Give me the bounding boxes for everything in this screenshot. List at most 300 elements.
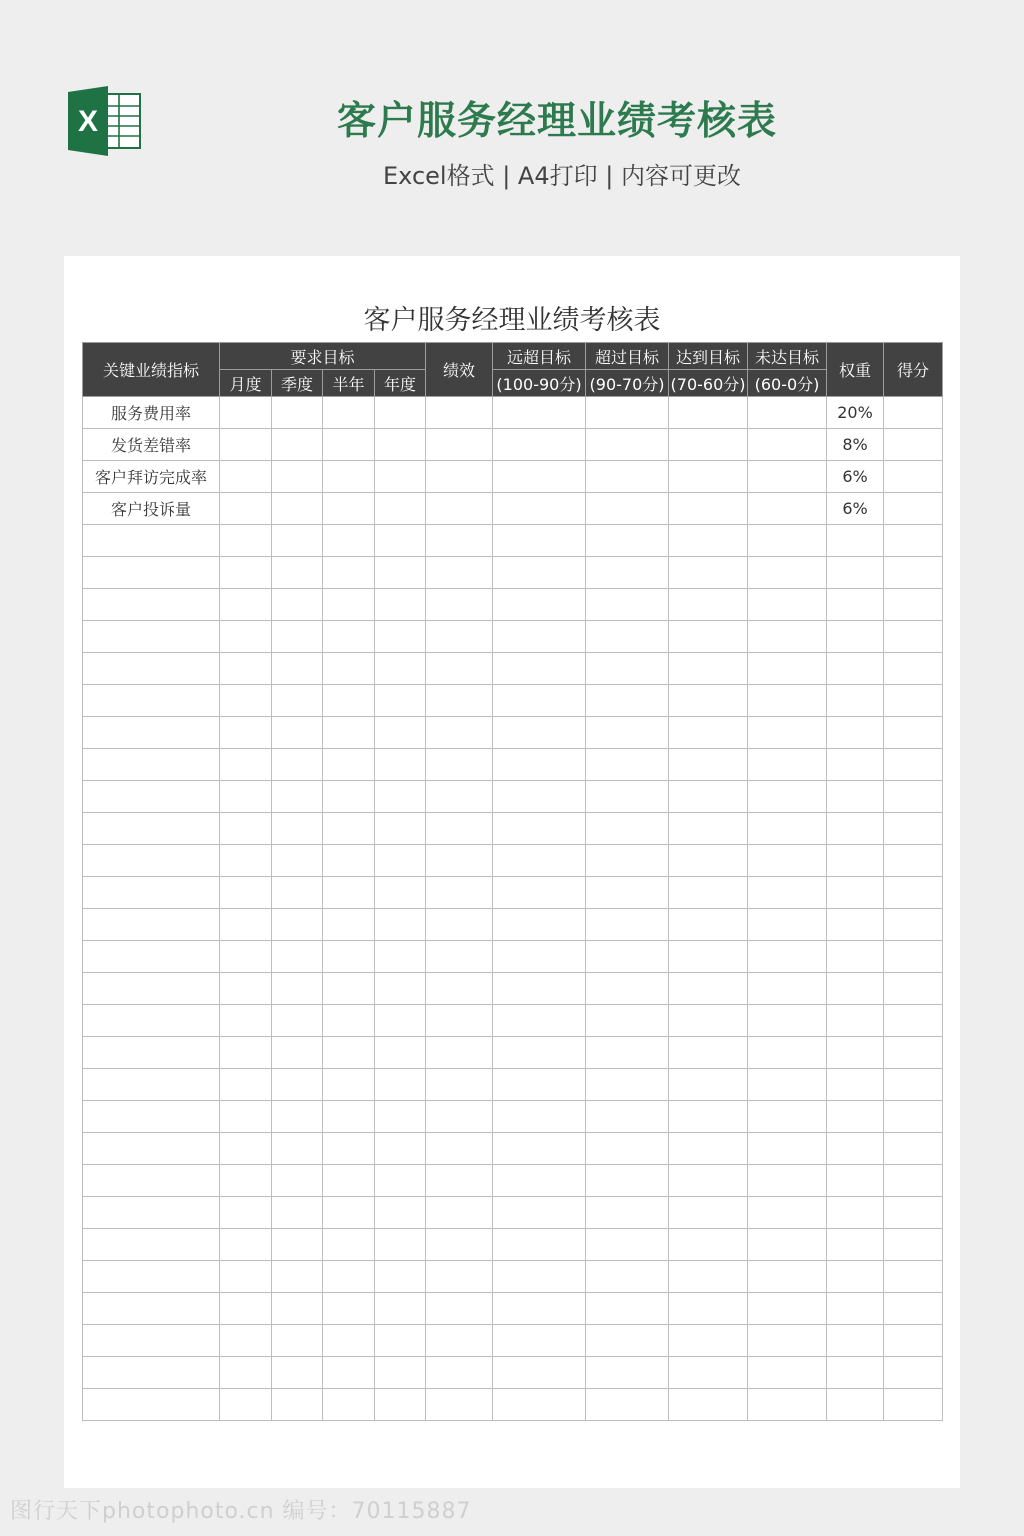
table-cell[interactable]: [493, 493, 586, 525]
score-cell[interactable]: [884, 653, 943, 685]
table-cell[interactable]: [748, 1389, 827, 1421]
table-cell[interactable]: [669, 1069, 748, 1101]
table-cell[interactable]: [220, 1069, 272, 1101]
table-cell[interactable]: [493, 1133, 586, 1165]
table-cell[interactable]: [272, 557, 323, 589]
table-cell[interactable]: [375, 749, 426, 781]
table-cell[interactable]: [748, 877, 827, 909]
table-cell[interactable]: [748, 941, 827, 973]
table-cell[interactable]: [669, 717, 748, 749]
table-cell[interactable]: [493, 397, 586, 429]
score-cell[interactable]: [884, 461, 943, 493]
table-cell[interactable]: [586, 589, 669, 621]
table-cell[interactable]: [586, 717, 669, 749]
table-cell[interactable]: [493, 653, 586, 685]
kpi-name-cell[interactable]: 客户投诉量: [83, 493, 220, 525]
kpi-name-cell[interactable]: [83, 1293, 220, 1325]
table-cell[interactable]: [586, 525, 669, 557]
table-cell[interactable]: [493, 909, 586, 941]
table-cell[interactable]: [586, 429, 669, 461]
table-cell[interactable]: [323, 909, 375, 941]
kpi-name-cell[interactable]: [83, 1229, 220, 1261]
table-cell[interactable]: [220, 461, 272, 493]
weight-cell[interactable]: [827, 525, 884, 557]
table-cell[interactable]: [669, 1165, 748, 1197]
score-cell[interactable]: [884, 1133, 943, 1165]
table-cell[interactable]: [586, 1293, 669, 1325]
table-cell[interactable]: [323, 525, 375, 557]
score-cell[interactable]: [884, 525, 943, 557]
table-cell[interactable]: [748, 1005, 827, 1037]
table-cell[interactable]: [323, 1229, 375, 1261]
table-cell[interactable]: [748, 1325, 827, 1357]
table-cell[interactable]: [669, 1261, 748, 1293]
table-cell[interactable]: [220, 973, 272, 1005]
weight-cell[interactable]: [827, 845, 884, 877]
table-cell[interactable]: [272, 1357, 323, 1389]
table-cell[interactable]: [426, 1069, 493, 1101]
table-cell[interactable]: [669, 429, 748, 461]
weight-cell[interactable]: [827, 1293, 884, 1325]
table-cell[interactable]: [748, 1069, 827, 1101]
score-cell[interactable]: [884, 557, 943, 589]
table-cell[interactable]: [375, 1229, 426, 1261]
table-cell[interactable]: [748, 1037, 827, 1069]
table-cell[interactable]: [272, 1165, 323, 1197]
table-cell[interactable]: [586, 781, 669, 813]
table-cell[interactable]: [586, 1133, 669, 1165]
table-cell[interactable]: [375, 1037, 426, 1069]
table-cell[interactable]: [323, 877, 375, 909]
table-cell[interactable]: [375, 1069, 426, 1101]
score-cell[interactable]: [884, 749, 943, 781]
score-cell[interactable]: [884, 1069, 943, 1101]
table-cell[interactable]: [748, 1357, 827, 1389]
table-cell[interactable]: [220, 1229, 272, 1261]
table-cell[interactable]: [748, 493, 827, 525]
score-cell[interactable]: [884, 621, 943, 653]
table-cell[interactable]: [220, 1325, 272, 1357]
table-cell[interactable]: [748, 557, 827, 589]
table-cell[interactable]: [669, 909, 748, 941]
table-cell[interactable]: [323, 621, 375, 653]
table-cell[interactable]: [426, 1165, 493, 1197]
table-cell[interactable]: [493, 1197, 586, 1229]
table-cell[interactable]: [493, 621, 586, 653]
table-cell[interactable]: [586, 1325, 669, 1357]
table-cell[interactable]: [669, 685, 748, 717]
table-cell[interactable]: [375, 525, 426, 557]
table-cell[interactable]: [375, 877, 426, 909]
table-cell[interactable]: [669, 397, 748, 429]
kpi-name-cell[interactable]: [83, 621, 220, 653]
table-cell[interactable]: [748, 1165, 827, 1197]
weight-cell[interactable]: [827, 781, 884, 813]
weight-cell[interactable]: [827, 909, 884, 941]
table-cell[interactable]: [748, 813, 827, 845]
kpi-name-cell[interactable]: [83, 1165, 220, 1197]
table-cell[interactable]: [272, 1389, 323, 1421]
table-cell[interactable]: [272, 397, 323, 429]
kpi-name-cell[interactable]: [83, 941, 220, 973]
kpi-name-cell[interactable]: 发货差错率: [83, 429, 220, 461]
table-cell[interactable]: [220, 941, 272, 973]
table-cell[interactable]: [669, 877, 748, 909]
table-cell[interactable]: [586, 941, 669, 973]
weight-cell[interactable]: 6%: [827, 461, 884, 493]
table-cell[interactable]: [748, 397, 827, 429]
weight-cell[interactable]: [827, 1197, 884, 1229]
table-cell[interactable]: [586, 1197, 669, 1229]
table-cell[interactable]: [272, 909, 323, 941]
table-cell[interactable]: [375, 557, 426, 589]
kpi-name-cell[interactable]: [83, 525, 220, 557]
table-cell[interactable]: [748, 1293, 827, 1325]
table-cell[interactable]: [323, 685, 375, 717]
table-cell[interactable]: [220, 1165, 272, 1197]
table-cell[interactable]: [375, 653, 426, 685]
score-cell[interactable]: [884, 397, 943, 429]
table-cell[interactable]: [669, 1133, 748, 1165]
weight-cell[interactable]: [827, 1101, 884, 1133]
table-cell[interactable]: [375, 429, 426, 461]
score-cell[interactable]: [884, 1165, 943, 1197]
table-cell[interactable]: [586, 845, 669, 877]
kpi-name-cell[interactable]: [83, 557, 220, 589]
table-cell[interactable]: [748, 781, 827, 813]
table-cell[interactable]: [426, 621, 493, 653]
table-cell[interactable]: [375, 1101, 426, 1133]
table-cell[interactable]: [493, 589, 586, 621]
table-cell[interactable]: [375, 781, 426, 813]
table-cell[interactable]: [272, 1101, 323, 1133]
table-cell[interactable]: [426, 1197, 493, 1229]
table-cell[interactable]: [669, 589, 748, 621]
kpi-name-cell[interactable]: 客户拜访完成率: [83, 461, 220, 493]
kpi-name-cell[interactable]: [83, 1069, 220, 1101]
table-cell[interactable]: [426, 1261, 493, 1293]
table-cell[interactable]: [375, 909, 426, 941]
table-cell[interactable]: [220, 589, 272, 621]
weight-cell[interactable]: [827, 1389, 884, 1421]
table-cell[interactable]: [426, 1357, 493, 1389]
table-cell[interactable]: [323, 781, 375, 813]
table-cell[interactable]: [220, 621, 272, 653]
table-cell[interactable]: [493, 1101, 586, 1133]
score-cell[interactable]: [884, 941, 943, 973]
table-cell[interactable]: [426, 749, 493, 781]
weight-cell[interactable]: [827, 1229, 884, 1261]
table-cell[interactable]: [323, 397, 375, 429]
table-cell[interactable]: [426, 1037, 493, 1069]
table-cell[interactable]: [586, 1165, 669, 1197]
table-cell[interactable]: [586, 493, 669, 525]
table-cell[interactable]: [272, 525, 323, 557]
table-cell[interactable]: [669, 1037, 748, 1069]
weight-cell[interactable]: [827, 685, 884, 717]
table-cell[interactable]: [323, 557, 375, 589]
table-cell[interactable]: [323, 1197, 375, 1229]
table-cell[interactable]: [493, 717, 586, 749]
score-cell[interactable]: [884, 1325, 943, 1357]
score-cell[interactable]: [884, 685, 943, 717]
table-cell[interactable]: [669, 1101, 748, 1133]
score-cell[interactable]: [884, 973, 943, 1005]
table-cell[interactable]: [669, 1389, 748, 1421]
table-cell[interactable]: [272, 493, 323, 525]
kpi-name-cell[interactable]: [83, 1197, 220, 1229]
table-cell[interactable]: [748, 429, 827, 461]
table-cell[interactable]: [323, 1037, 375, 1069]
table-cell[interactable]: [272, 813, 323, 845]
table-cell[interactable]: [748, 621, 827, 653]
table-cell[interactable]: [272, 749, 323, 781]
weight-cell[interactable]: [827, 1133, 884, 1165]
table-cell[interactable]: [323, 1005, 375, 1037]
weight-cell[interactable]: [827, 1069, 884, 1101]
table-cell[interactable]: [586, 653, 669, 685]
table-cell[interactable]: [586, 749, 669, 781]
table-cell[interactable]: [220, 717, 272, 749]
table-cell[interactable]: [323, 1325, 375, 1357]
table-cell[interactable]: [669, 941, 748, 973]
table-cell[interactable]: [375, 1293, 426, 1325]
table-cell[interactable]: [586, 557, 669, 589]
table-cell[interactable]: [669, 493, 748, 525]
table-cell[interactable]: [748, 1133, 827, 1165]
table-cell[interactable]: [669, 845, 748, 877]
kpi-name-cell[interactable]: [83, 1005, 220, 1037]
table-cell[interactable]: [493, 813, 586, 845]
weight-cell[interactable]: [827, 1261, 884, 1293]
table-cell[interactable]: [748, 973, 827, 1005]
table-cell[interactable]: [748, 1101, 827, 1133]
table-cell[interactable]: [493, 845, 586, 877]
table-cell[interactable]: [375, 1357, 426, 1389]
table-cell[interactable]: [323, 1389, 375, 1421]
table-cell[interactable]: [375, 685, 426, 717]
table-cell[interactable]: [669, 973, 748, 1005]
table-cell[interactable]: [272, 717, 323, 749]
table-cell[interactable]: [748, 653, 827, 685]
table-cell[interactable]: [323, 1165, 375, 1197]
table-cell[interactable]: [493, 973, 586, 1005]
table-cell[interactable]: [586, 1261, 669, 1293]
table-cell[interactable]: [426, 685, 493, 717]
weight-cell[interactable]: 20%: [827, 397, 884, 429]
table-cell[interactable]: [272, 1037, 323, 1069]
table-cell[interactable]: [493, 557, 586, 589]
table-cell[interactable]: [220, 429, 272, 461]
table-cell[interactable]: [272, 1069, 323, 1101]
table-cell[interactable]: [426, 493, 493, 525]
weight-cell[interactable]: [827, 941, 884, 973]
table-cell[interactable]: [586, 1101, 669, 1133]
weight-cell[interactable]: [827, 1325, 884, 1357]
table-cell[interactable]: [669, 525, 748, 557]
table-cell[interactable]: [426, 1325, 493, 1357]
table-cell[interactable]: [272, 685, 323, 717]
table-cell[interactable]: [375, 717, 426, 749]
table-cell[interactable]: [375, 1197, 426, 1229]
table-cell[interactable]: [586, 397, 669, 429]
table-cell[interactable]: [426, 1389, 493, 1421]
score-cell[interactable]: [884, 781, 943, 813]
kpi-name-cell[interactable]: [83, 1325, 220, 1357]
table-cell[interactable]: [586, 813, 669, 845]
table-cell[interactable]: [272, 653, 323, 685]
kpi-name-cell[interactable]: [83, 1101, 220, 1133]
weight-cell[interactable]: [827, 877, 884, 909]
table-cell[interactable]: [748, 589, 827, 621]
weight-cell[interactable]: [827, 717, 884, 749]
table-cell[interactable]: [220, 749, 272, 781]
table-cell[interactable]: [272, 1005, 323, 1037]
table-cell[interactable]: [375, 1165, 426, 1197]
table-cell[interactable]: [586, 1229, 669, 1261]
table-cell[interactable]: [375, 1261, 426, 1293]
table-cell[interactable]: [493, 1357, 586, 1389]
table-cell[interactable]: [375, 973, 426, 1005]
table-cell[interactable]: [426, 589, 493, 621]
table-cell[interactable]: [426, 397, 493, 429]
table-cell[interactable]: [669, 1005, 748, 1037]
table-cell[interactable]: [426, 877, 493, 909]
kpi-name-cell[interactable]: [83, 1037, 220, 1069]
table-cell[interactable]: [669, 1229, 748, 1261]
table-cell[interactable]: [272, 973, 323, 1005]
score-cell[interactable]: [884, 1005, 943, 1037]
table-cell[interactable]: [493, 1229, 586, 1261]
table-cell[interactable]: [669, 621, 748, 653]
table-cell[interactable]: [493, 1069, 586, 1101]
kpi-name-cell[interactable]: [83, 813, 220, 845]
table-cell[interactable]: [493, 1389, 586, 1421]
score-cell[interactable]: [884, 1293, 943, 1325]
table-cell[interactable]: [493, 1037, 586, 1069]
kpi-name-cell[interactable]: 服务费用率: [83, 397, 220, 429]
table-cell[interactable]: [669, 557, 748, 589]
table-cell[interactable]: [272, 1293, 323, 1325]
score-cell[interactable]: [884, 909, 943, 941]
table-cell[interactable]: [426, 1101, 493, 1133]
table-cell[interactable]: [323, 1101, 375, 1133]
score-cell[interactable]: [884, 1197, 943, 1229]
table-cell[interactable]: [323, 813, 375, 845]
weight-cell[interactable]: [827, 1357, 884, 1389]
weight-cell[interactable]: [827, 1037, 884, 1069]
table-cell[interactable]: [272, 1229, 323, 1261]
table-cell[interactable]: [220, 813, 272, 845]
kpi-name-cell[interactable]: [83, 685, 220, 717]
table-cell[interactable]: [220, 1357, 272, 1389]
table-cell[interactable]: [493, 461, 586, 493]
table-cell[interactable]: [220, 1293, 272, 1325]
table-cell[interactable]: [323, 493, 375, 525]
table-cell[interactable]: [669, 781, 748, 813]
table-cell[interactable]: [493, 1005, 586, 1037]
table-cell[interactable]: [426, 973, 493, 1005]
weight-cell[interactable]: [827, 1165, 884, 1197]
kpi-name-cell[interactable]: [83, 589, 220, 621]
table-cell[interactable]: [426, 813, 493, 845]
score-cell[interactable]: [884, 1261, 943, 1293]
table-cell[interactable]: [493, 749, 586, 781]
table-cell[interactable]: [748, 1197, 827, 1229]
table-cell[interactable]: [586, 1005, 669, 1037]
score-cell[interactable]: [884, 1229, 943, 1261]
table-cell[interactable]: [426, 717, 493, 749]
table-cell[interactable]: [748, 717, 827, 749]
table-cell[interactable]: [426, 845, 493, 877]
table-cell[interactable]: [220, 1005, 272, 1037]
kpi-name-cell[interactable]: [83, 1389, 220, 1421]
table-cell[interactable]: [748, 749, 827, 781]
table-cell[interactable]: [669, 653, 748, 685]
table-cell[interactable]: [748, 1261, 827, 1293]
table-cell[interactable]: [426, 653, 493, 685]
table-cell[interactable]: [586, 621, 669, 653]
table-cell[interactable]: [220, 1101, 272, 1133]
score-cell[interactable]: [884, 1357, 943, 1389]
weight-cell[interactable]: [827, 973, 884, 1005]
table-cell[interactable]: [272, 589, 323, 621]
table-cell[interactable]: [375, 493, 426, 525]
kpi-name-cell[interactable]: [83, 749, 220, 781]
kpi-name-cell[interactable]: [83, 781, 220, 813]
table-cell[interactable]: [323, 749, 375, 781]
table-cell[interactable]: [323, 1133, 375, 1165]
table-cell[interactable]: [586, 909, 669, 941]
table-cell[interactable]: [748, 909, 827, 941]
table-cell[interactable]: [220, 909, 272, 941]
table-cell[interactable]: [220, 781, 272, 813]
table-cell[interactable]: [220, 525, 272, 557]
weight-cell[interactable]: [827, 1005, 884, 1037]
table-cell[interactable]: [375, 621, 426, 653]
table-cell[interactable]: [323, 589, 375, 621]
table-cell[interactable]: [375, 1133, 426, 1165]
table-cell[interactable]: [375, 461, 426, 493]
table-cell[interactable]: [669, 1197, 748, 1229]
table-cell[interactable]: [272, 1261, 323, 1293]
table-cell[interactable]: [220, 845, 272, 877]
table-cell[interactable]: [272, 1133, 323, 1165]
score-cell[interactable]: [884, 429, 943, 461]
table-cell[interactable]: [586, 1357, 669, 1389]
table-cell[interactable]: [375, 589, 426, 621]
score-cell[interactable]: [884, 589, 943, 621]
table-cell[interactable]: [669, 1325, 748, 1357]
table-cell[interactable]: [493, 685, 586, 717]
table-cell[interactable]: [493, 1261, 586, 1293]
table-cell[interactable]: [426, 461, 493, 493]
table-cell[interactable]: [272, 1197, 323, 1229]
kpi-name-cell[interactable]: [83, 1357, 220, 1389]
table-cell[interactable]: [323, 1357, 375, 1389]
table-cell[interactable]: [748, 845, 827, 877]
table-cell[interactable]: [669, 1357, 748, 1389]
score-cell[interactable]: [884, 493, 943, 525]
table-cell[interactable]: [493, 1165, 586, 1197]
table-cell[interactable]: [426, 429, 493, 461]
table-cell[interactable]: [375, 845, 426, 877]
kpi-name-cell[interactable]: [83, 653, 220, 685]
table-cell[interactable]: [323, 653, 375, 685]
weight-cell[interactable]: 8%: [827, 429, 884, 461]
table-cell[interactable]: [493, 429, 586, 461]
table-cell[interactable]: [220, 1197, 272, 1229]
